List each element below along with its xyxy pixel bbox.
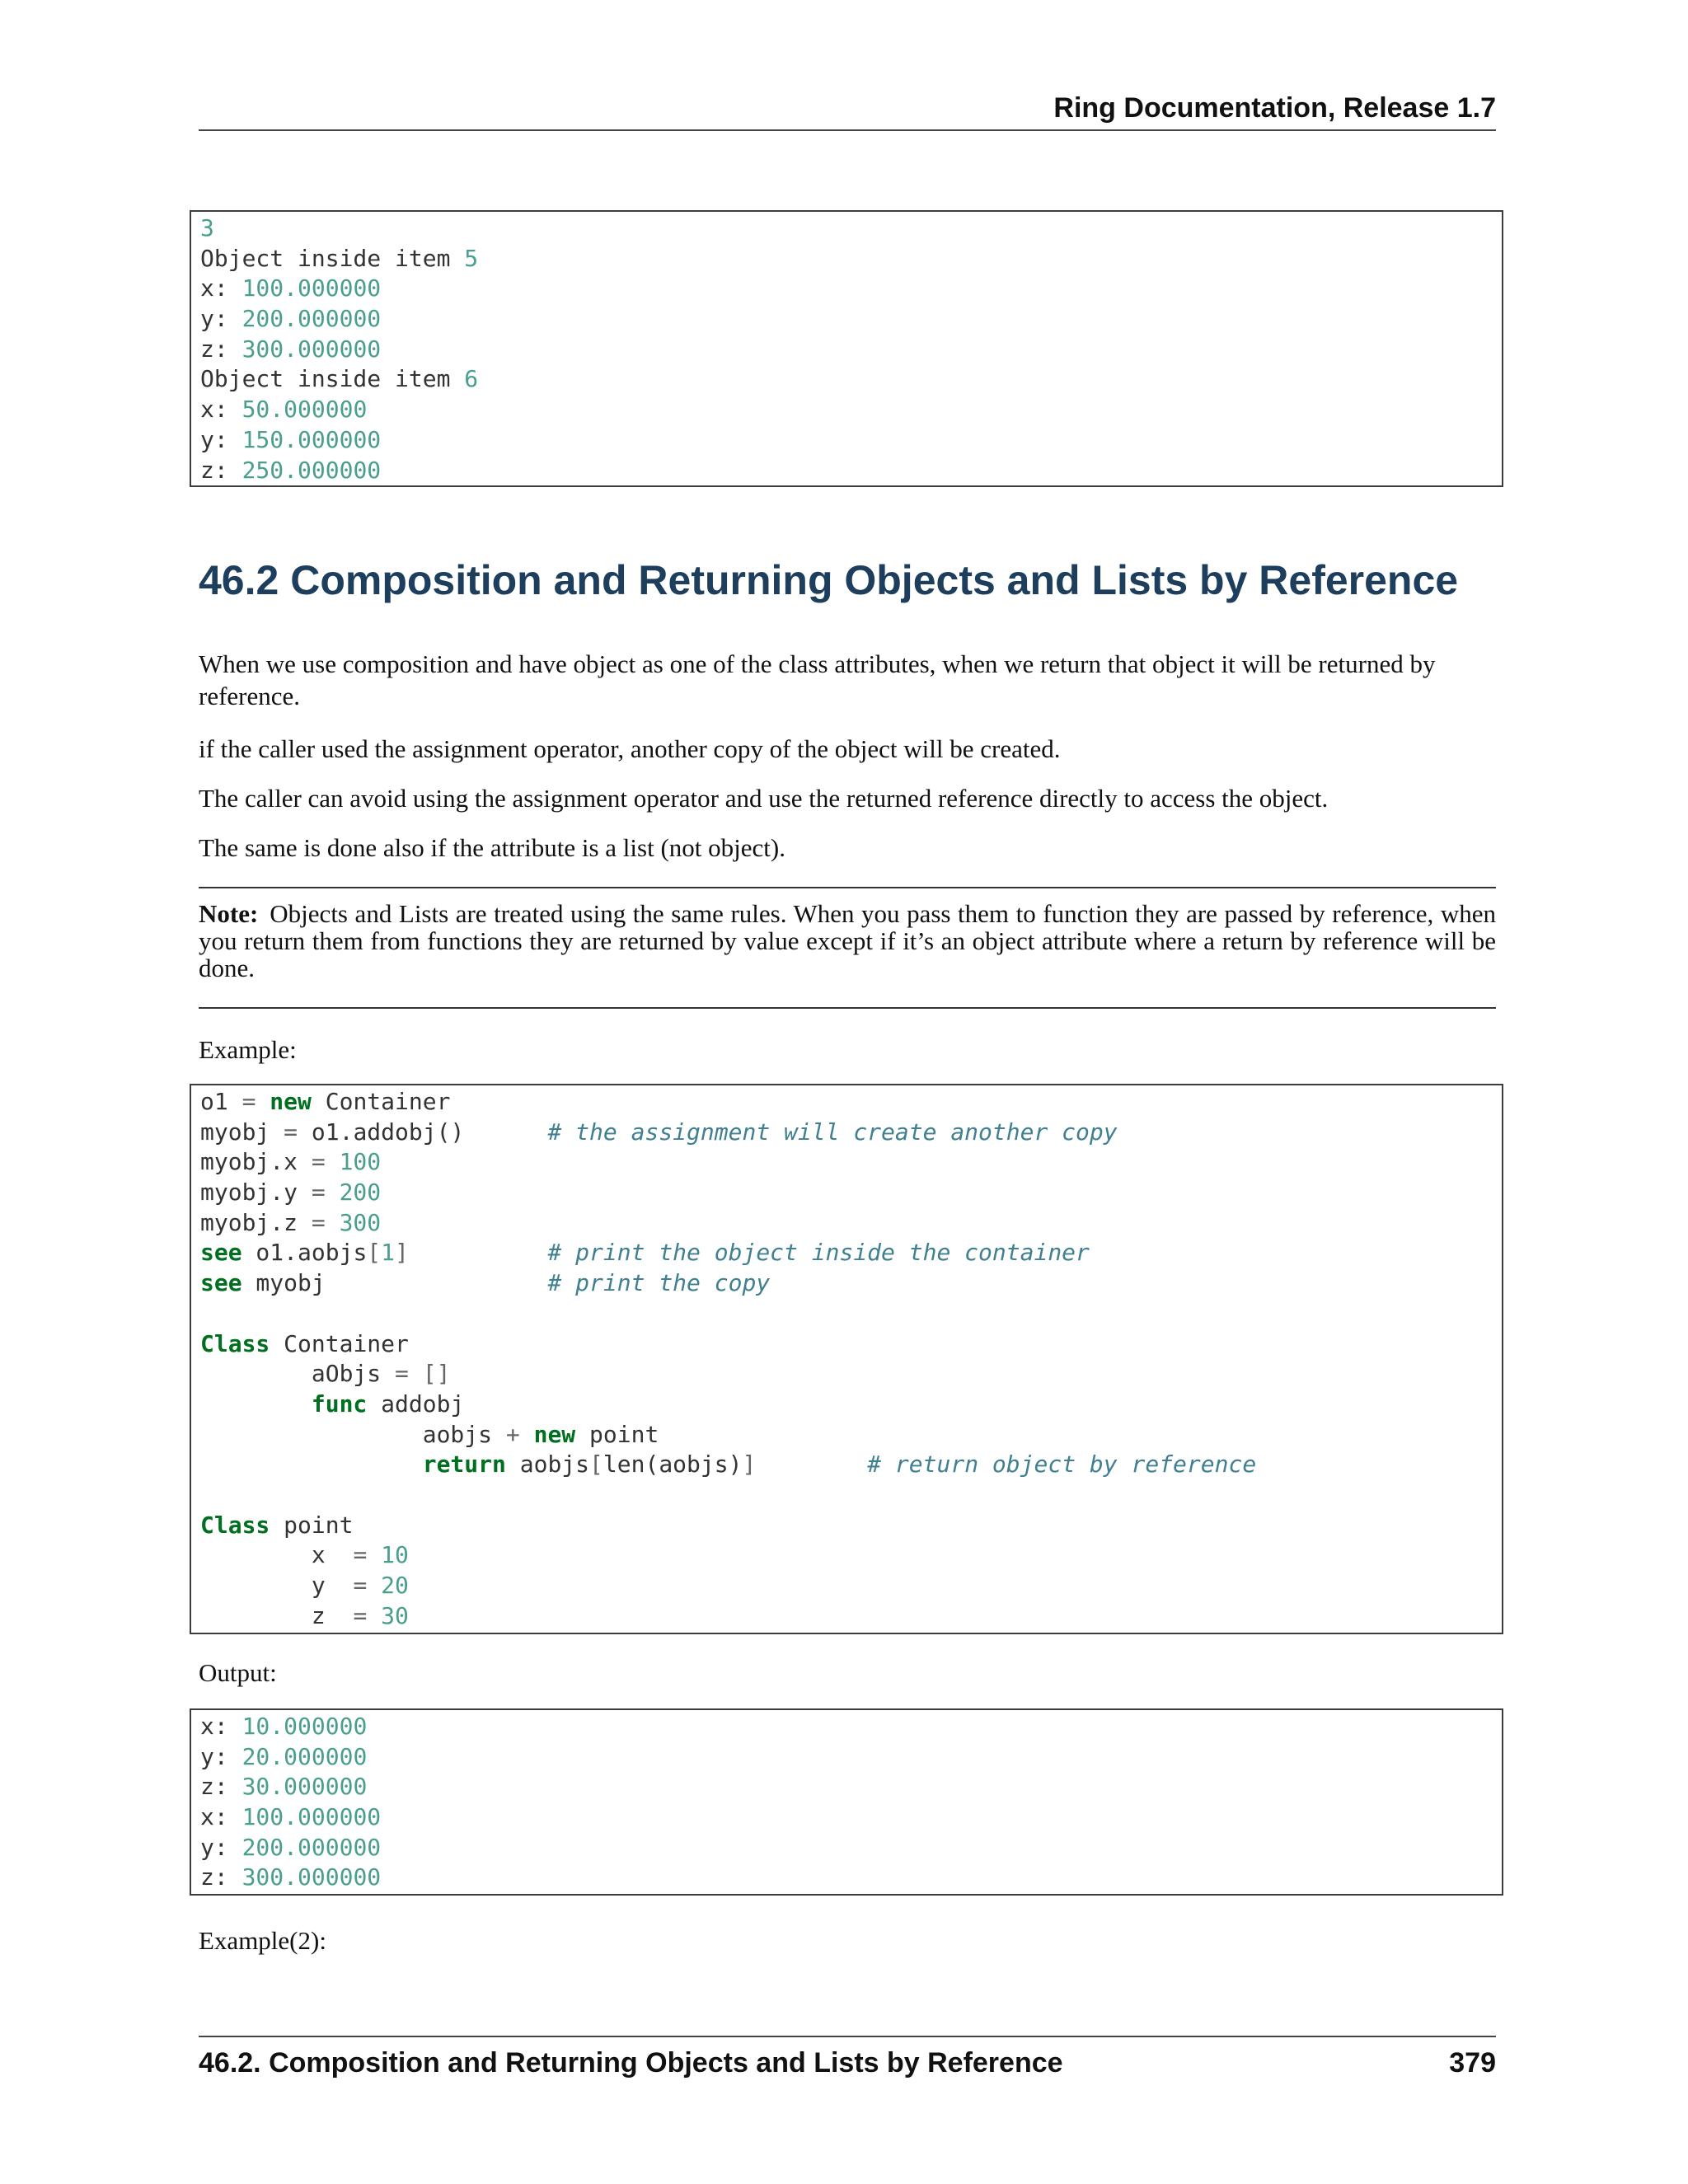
code-line — [200, 1450, 1502, 1480]
code-token: aobjs — [505, 1451, 590, 1479]
code-token: Container — [311, 1088, 451, 1115]
code-line — [200, 1147, 1502, 1178]
code-token: ] — [742, 1451, 757, 1479]
output-label: Output: — [199, 1658, 277, 1687]
code-token: new — [533, 1420, 576, 1448]
code-line — [200, 304, 1502, 335]
code-token: aObjs — [200, 1360, 396, 1388]
code-token: point — [270, 1511, 354, 1539]
code-token: # print the copy — [547, 1269, 771, 1297]
example-label: Example: — [199, 1035, 297, 1064]
code-token: z: — [200, 1863, 242, 1891]
code-token: point — [575, 1420, 659, 1448]
code-token: = — [353, 1572, 368, 1599]
code-token: = — [311, 1208, 326, 1236]
code-token: see — [200, 1269, 242, 1297]
code-line — [200, 1833, 1502, 1863]
code-line — [200, 1087, 1502, 1118]
code-token: func — [311, 1390, 368, 1418]
page-header — [199, 92, 1496, 131]
code-token: 10 — [381, 1541, 409, 1569]
code-token: o1.addobj() — [298, 1118, 548, 1146]
code-token: = — [241, 1088, 256, 1115]
code-token: aobjs — [200, 1420, 506, 1448]
code-token: [] — [422, 1360, 451, 1388]
footer-section-title: 46.2. Composition and Returning Objects and Lists by Reference — [199, 2047, 1063, 2079]
code-line — [200, 1359, 1502, 1390]
code-token — [367, 1541, 381, 1568]
code-line — [200, 1390, 1502, 1420]
code-token: 250.000000 — [241, 456, 382, 484]
output-block-2 — [190, 1708, 1503, 1896]
output-block-1 — [190, 210, 1503, 487]
code-token: 200.000000 — [241, 1833, 382, 1861]
code-token — [367, 1572, 381, 1599]
code-line — [200, 1772, 1502, 1802]
code-token: z: — [200, 456, 242, 484]
code-token: + — [505, 1420, 520, 1448]
code-token: x: — [200, 274, 242, 302]
code-token: Class — [200, 1511, 270, 1539]
code-token: y: — [200, 425, 242, 453]
code-line — [200, 244, 1502, 274]
code-token — [326, 1209, 340, 1236]
code-line — [200, 335, 1502, 365]
code-line — [200, 1118, 1502, 1148]
code-token — [756, 1451, 867, 1478]
note-text: Objects and Lists are treated using the same rules. When you pass them to function they are passed by reference, when you return them from functions they are returned by value except if it’s an object attribute where a return by reference will be done. — [199, 899, 1496, 982]
code-token — [326, 1148, 340, 1175]
code-token: 100.000000 — [241, 274, 382, 302]
code-token: return — [422, 1451, 506, 1479]
code-line — [200, 1268, 1502, 1299]
code-token: x — [200, 1541, 354, 1569]
note-label: Note: — [199, 899, 259, 928]
section-title: 46.2 Composition and Returning Objects and Lists by Reference — [199, 557, 1459, 603]
code-token: myobj.z — [200, 1208, 312, 1236]
code-line — [200, 1208, 1502, 1239]
code-token: 300.000000 — [241, 335, 382, 363]
code-token: 300.000000 — [241, 1863, 382, 1891]
code-token: y: — [200, 305, 242, 333]
code-token: myobj.y — [200, 1179, 312, 1207]
paragraph-direct-reference: The caller can avoid using the assignment operator and use the returned reference directly to access the object. — [199, 784, 1329, 813]
code-line — [200, 1601, 1502, 1632]
code-token: z: — [200, 335, 242, 363]
code-token: 200 — [339, 1179, 382, 1207]
code-token: see — [200, 1239, 242, 1267]
code-token: # the assignment will create another copy — [547, 1118, 1118, 1146]
paragraph-assignment: if the caller used the assignment operator, another copy of the object will be created. — [199, 734, 1061, 763]
code-token: = — [395, 1360, 409, 1388]
code-token: Object inside item — [200, 244, 465, 272]
code-token: 20 — [381, 1572, 409, 1599]
code-line — [200, 1480, 1502, 1511]
code-token: 1 — [381, 1239, 396, 1267]
code-line — [200, 395, 1502, 425]
code-token: Container — [270, 1329, 409, 1357]
paragraph-list-attribute: The same is done also if the attribute is a list (not object). — [199, 833, 785, 862]
code-line — [200, 1178, 1502, 1208]
code-line — [200, 1329, 1502, 1360]
code-token: # return object by reference — [867, 1451, 1257, 1479]
code-token — [367, 1602, 381, 1629]
code-line — [200, 1571, 1502, 1601]
page-number: 379 — [1449, 2047, 1496, 2079]
code-token: 150.000000 — [241, 425, 382, 453]
code-token: myobj.x — [200, 1148, 312, 1176]
code-line — [200, 1802, 1502, 1833]
code-token: o1.aobjs — [241, 1239, 368, 1267]
code-line — [200, 1299, 1502, 1329]
code-token: 200.000000 — [241, 305, 382, 333]
code-block-example — [190, 1084, 1503, 1634]
code-line — [200, 1238, 1502, 1268]
code-line — [200, 1863, 1502, 1893]
code-token: myobj — [200, 1118, 284, 1146]
code-line — [200, 1712, 1502, 1742]
code-token: 30.000000 — [241, 1773, 368, 1801]
code-token: = — [353, 1541, 368, 1569]
code-token: = — [311, 1148, 326, 1176]
code-token — [200, 1390, 312, 1418]
code-token: len(aobjs) — [603, 1451, 743, 1479]
code-line — [200, 1742, 1502, 1773]
code-token — [409, 1239, 548, 1266]
code-token: 20.000000 — [241, 1742, 368, 1770]
code-token: y: — [200, 1833, 242, 1861]
code-token — [520, 1421, 534, 1448]
example2-label: Example(2): — [199, 1926, 326, 1955]
code-token: 5 — [464, 244, 479, 272]
code-token — [409, 1360, 423, 1387]
code-token: o1 — [200, 1088, 242, 1115]
code-token: myobj — [241, 1269, 548, 1297]
code-line — [200, 1420, 1502, 1451]
code-token: addobj — [367, 1390, 465, 1418]
code-token: ] — [395, 1239, 409, 1267]
code-line — [200, 213, 1502, 244]
code-line — [200, 1511, 1502, 1541]
code-token: x: — [200, 396, 242, 424]
code-line — [200, 425, 1502, 456]
code-token: Class — [200, 1329, 270, 1357]
code-line — [200, 456, 1502, 486]
code-token: 30 — [381, 1601, 409, 1629]
code-token: 300 — [339, 1208, 382, 1236]
code-token — [200, 1451, 423, 1478]
code-token: # print the object inside the container — [547, 1239, 1090, 1267]
code-token: Object inside item — [200, 365, 465, 393]
code-token: = — [353, 1601, 368, 1629]
code-token — [326, 1179, 340, 1206]
page-footer — [199, 2036, 1496, 2080]
code-line — [200, 274, 1502, 304]
header-title: Ring Documentation, Release 1.7 — [1053, 92, 1496, 124]
paragraph-composition: When we use composition and have object as one of the class attributes, when we return that object it will be returned by reference. — [199, 649, 1436, 710]
code-token: z — [200, 1601, 354, 1629]
code-token: 3 — [200, 214, 214, 241]
code-token: = — [284, 1118, 298, 1146]
code-token: x: — [200, 1803, 242, 1831]
code-token: 10.000000 — [241, 1713, 368, 1740]
code-token: 100 — [339, 1148, 382, 1176]
code-token: 6 — [464, 365, 479, 393]
code-token: new — [270, 1088, 312, 1115]
code-token: 50.000000 — [241, 396, 368, 424]
code-token: x: — [200, 1713, 242, 1740]
code-token: 100.000000 — [241, 1803, 382, 1831]
code-token: y: — [200, 1742, 242, 1770]
note-box — [199, 887, 1496, 1009]
code-line — [200, 364, 1502, 395]
code-line — [200, 1540, 1502, 1571]
code-token: = — [311, 1179, 326, 1207]
code-token — [256, 1088, 270, 1115]
code-token: [ — [367, 1239, 382, 1267]
code-token: [ — [589, 1451, 603, 1479]
code-token: y — [200, 1572, 354, 1599]
code-token: z: — [200, 1773, 242, 1801]
